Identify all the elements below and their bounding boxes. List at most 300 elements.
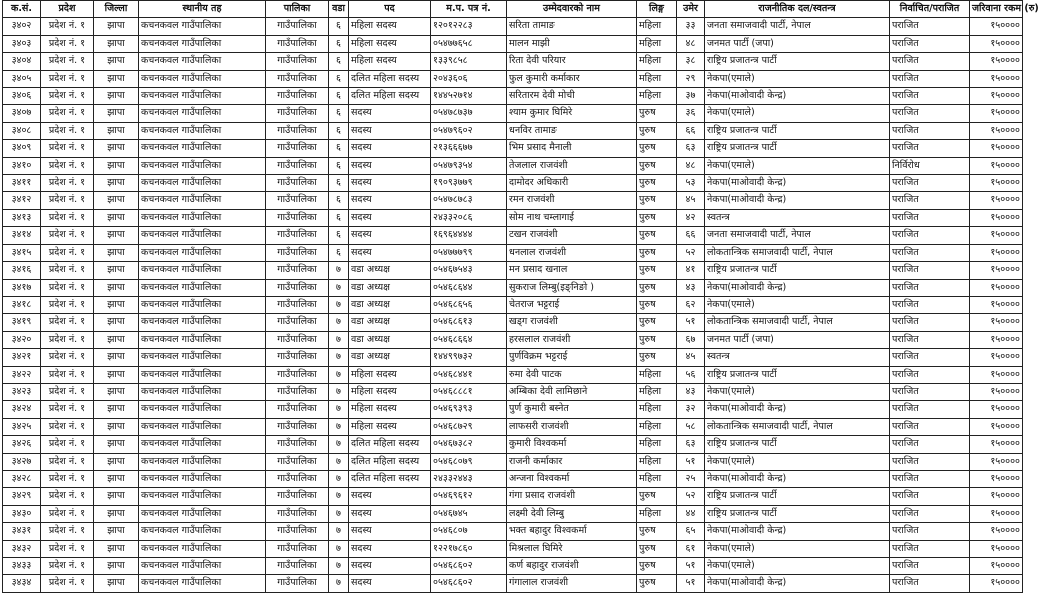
cell-ward: ७ [329, 279, 349, 296]
cell-age: ६१ [677, 540, 705, 557]
cell-result: पराजित [890, 105, 970, 122]
cell-province: प्रदेश नं. १ [41, 331, 94, 348]
cell-age: ६६ [677, 122, 705, 139]
cell-serial: ३४१४ [3, 227, 41, 244]
cell-district: झापा [94, 262, 139, 279]
cell-party: राष्ट्रिय प्रजातन्त्र पार्टी [705, 488, 890, 505]
cell-result: पराजित [890, 262, 970, 279]
cell-party: नेकपा(माओवादी केन्द्र) [705, 175, 890, 192]
cell-gender: पुरुष [637, 575, 677, 592]
cell-district: झापा [94, 122, 139, 139]
table-row [3, 35, 1023, 52]
cell-serial: ३४०३ [3, 35, 41, 52]
cell-age: ३८ [677, 53, 705, 70]
cell-result: पराजित [890, 296, 970, 313]
cell-post: दलित महिला सदस्य [349, 88, 431, 105]
cell-gender: पुरुष [637, 331, 677, 348]
cell-district: झापा [94, 209, 139, 226]
cell-result: पराजित [890, 70, 970, 87]
cell-municipality-type: गाउँपालिका [266, 366, 329, 383]
cell-municipality-type: गाउँपालिका [266, 314, 329, 331]
cell-post: सदस्य [349, 488, 431, 505]
cell-ward: ७ [329, 436, 349, 453]
cell-fine: १५०००० [970, 575, 1023, 592]
cell-gender: पुरुष [637, 314, 677, 331]
cell-voter-id: १९०९३७७९ [431, 175, 507, 192]
cell-party: राष्ट्रिय प्रजातन्त्र पार्टी [705, 505, 890, 522]
col-header-candidate-name: उम्मेदवारको नाम [507, 1, 637, 18]
cell-candidate-name: अम्बिका देवी लामिछाने [507, 383, 637, 400]
cell-ward: ७ [329, 366, 349, 383]
cell-candidate-name: हरसलाल राजवंशी [507, 331, 637, 348]
cell-serial: ३४१८ [3, 296, 41, 313]
cell-local-level: कचनकवल गाउँपालिका [139, 331, 266, 348]
cell-party: नेकपा(एमाले) [705, 157, 890, 174]
cell-voter-id: ०५४६८०७९ [431, 453, 507, 470]
cell-party: नेकपा(एमाले) [705, 296, 890, 313]
cell-municipality-type: गाउँपालिका [266, 558, 329, 575]
cell-age: ४३ [677, 383, 705, 400]
cell-fine: १५०००० [970, 53, 1023, 70]
cell-gender: पुरुष [637, 157, 677, 174]
cell-serial: ३४२९ [3, 488, 41, 505]
cell-ward: ७ [329, 331, 349, 348]
cell-candidate-name: फुल कुमारी कर्माकार [507, 70, 637, 87]
cell-gender: पुरुष [637, 523, 677, 540]
cell-municipality-type: गाउँपालिका [266, 436, 329, 453]
cell-district: झापा [94, 366, 139, 383]
cell-serial: ३४०६ [3, 88, 41, 105]
cell-fine: १५०००० [970, 244, 1023, 261]
cell-gender: पुरुष [637, 192, 677, 209]
cell-district: झापा [94, 192, 139, 209]
cell-result: पराजित [890, 88, 970, 105]
cell-local-level: कचनकवल गाउँपालिका [139, 470, 266, 487]
cell-fine: १५०००० [970, 279, 1023, 296]
cell-post: वडा अध्यक्ष [349, 349, 431, 366]
cell-candidate-name: धनविर तामाङ [507, 122, 637, 139]
cell-serial: ३४०४ [3, 53, 41, 70]
cell-serial: ३४३३ [3, 558, 41, 575]
cell-province: प्रदेश नं. १ [41, 18, 94, 35]
cell-district: झापा [94, 470, 139, 487]
cell-voter-id: ०५४७९६०२ [431, 122, 507, 139]
cell-district: झापा [94, 488, 139, 505]
cell-candidate-name: लक्ष्मी देवी लिम्बु [507, 505, 637, 522]
cell-municipality-type: गाउँपालिका [266, 122, 329, 139]
cell-district: झापा [94, 157, 139, 174]
cell-candidate-name: गंगालाल राजवंशी [507, 575, 637, 592]
cell-post: सदस्य [349, 523, 431, 540]
cell-ward: ६ [329, 244, 349, 261]
cell-province: प्रदेश नं. १ [41, 470, 94, 487]
cell-party: नेकपा(माओवादी केन्द्र) [705, 401, 890, 418]
cell-candidate-name: धनलाल राजवंशी [507, 244, 637, 261]
cell-municipality-type: गाउँपालिका [266, 279, 329, 296]
cell-fine: १५०००० [970, 436, 1023, 453]
cell-post: वडा अध्यक्ष [349, 279, 431, 296]
cell-voter-id: ०५४६९३९३ [431, 401, 507, 418]
cell-age: ४१ [677, 262, 705, 279]
cell-gender: महिला [637, 18, 677, 35]
cell-province: प्रदेश नं. १ [41, 349, 94, 366]
cell-ward: ६ [329, 140, 349, 157]
cell-province: प्रदेश नं. १ [41, 262, 94, 279]
table-row [3, 488, 1023, 505]
cell-post: वडा अध्यक्ष [349, 331, 431, 348]
candidate-table [2, 0, 1039, 593]
cell-serial: ३४०२ [3, 18, 41, 35]
cell-local-level: कचनकवल गाउँपालिका [139, 88, 266, 105]
cell-province: प्रदेश नं. १ [41, 523, 94, 540]
cell-ward: ७ [329, 349, 349, 366]
cell-serial: ३४२० [3, 331, 41, 348]
cell-province: प्रदेश नं. १ [41, 35, 94, 52]
cell-district: झापा [94, 105, 139, 122]
cell-candidate-name: दामोदर अधिकारी [507, 175, 637, 192]
cell-ward: ६ [329, 227, 349, 244]
table-row [3, 418, 1023, 435]
cell-gender: पुरुष [637, 279, 677, 296]
cell-gender: पुरुष [637, 488, 677, 505]
col-header-ward: वडा [329, 1, 349, 18]
cell-post: सदस्य [349, 540, 431, 557]
cell-party: नेकपा(एमाले) [705, 558, 890, 575]
cell-age: ३७ [677, 88, 705, 105]
cell-age: ६३ [677, 140, 705, 157]
cell-result: पराजित [890, 122, 970, 139]
cell-serial: ३४२२ [3, 366, 41, 383]
cell-district: झापा [94, 436, 139, 453]
cell-candidate-name: राजनी कर्माकार [507, 453, 637, 470]
cell-candidate-name: चेतराज भट्टराई [507, 296, 637, 313]
cell-local-level: कचनकवल गाउँपालिका [139, 175, 266, 192]
cell-voter-id: १६९६४४४४ [431, 227, 507, 244]
cell-gender: महिला [637, 383, 677, 400]
cell-district: झापा [94, 558, 139, 575]
cell-local-level: कचनकवल गाउँपालिका [139, 70, 266, 87]
table-row [3, 192, 1023, 209]
cell-serial: ३४१३ [3, 209, 41, 226]
cell-post: महिला सदस्य [349, 401, 431, 418]
cell-province: प्रदेश नं. १ [41, 436, 94, 453]
table-row [3, 262, 1023, 279]
cell-municipality-type: गाउँपालिका [266, 296, 329, 313]
cell-fine: १५०००० [970, 262, 1023, 279]
table-row [3, 383, 1023, 400]
cell-candidate-name: तेजलाल राजवंशी [507, 157, 637, 174]
cell-party: नेकपा(एमाले) [705, 540, 890, 557]
cell-post: सदस्य [349, 575, 431, 592]
cell-result: पराजित [890, 331, 970, 348]
col-header-local-level: स्थानीय तह [139, 1, 266, 18]
cell-post: सदस्य [349, 558, 431, 575]
cell-age: ६६ [677, 227, 705, 244]
cell-serial: ३४०८ [3, 122, 41, 139]
cell-post: सदस्य [349, 227, 431, 244]
cell-municipality-type: गाउँपालिका [266, 575, 329, 592]
col-header-municipality-type: पालिका [266, 1, 329, 18]
cell-voter-id: ०५४७८७८३ [431, 192, 507, 209]
cell-party: नेकपा(माओवादी केन्द्र) [705, 470, 890, 487]
cell-fine: १५०००० [970, 453, 1023, 470]
cell-local-level: कचनकवल गाउँपालिका [139, 18, 266, 35]
col-header-voter-id: म.प. पत्र नं. [431, 1, 507, 18]
cell-candidate-name: अन्जना विश्वकर्मा [507, 470, 637, 487]
cell-post: सदस्य [349, 192, 431, 209]
cell-age: ५६ [677, 366, 705, 383]
cell-voter-id: ०५४७८७३७ [431, 105, 507, 122]
table-row [3, 575, 1023, 592]
header-row [3, 1, 1023, 18]
cell-ward: ७ [329, 296, 349, 313]
cell-gender: पुरुष [637, 209, 677, 226]
cell-ward: ७ [329, 558, 349, 575]
cell-local-level: कचनकवल गाउँपालिका [139, 436, 266, 453]
cell-municipality-type: गाउँपालिका [266, 453, 329, 470]
cell-candidate-name: भक्त बहादुर विश्वकर्मा [507, 523, 637, 540]
cell-province: प्रदेश नं. १ [41, 558, 94, 575]
cell-gender: पुरुष [637, 122, 677, 139]
cell-province: प्रदेश नं. १ [41, 418, 94, 435]
cell-municipality-type: गाउँपालिका [266, 470, 329, 487]
cell-voter-id: ०५४६८७२९ [431, 418, 507, 435]
cell-district: झापा [94, 418, 139, 435]
cell-gender: महिला [637, 366, 677, 383]
cell-candidate-name: पुर्ण कुमारी बस्नेत [507, 401, 637, 418]
cell-age: ६७ [677, 331, 705, 348]
cell-age: ४४ [677, 505, 705, 522]
cell-party: नेकपा(एमाले) [705, 70, 890, 87]
cell-local-level: कचनकवल गाउँपालिका [139, 122, 266, 139]
cell-province: प्रदेश नं. १ [41, 157, 94, 174]
cell-fine: १५०००० [970, 523, 1023, 540]
cell-district: झापा [94, 35, 139, 52]
table-row [3, 244, 1023, 261]
table-row [3, 209, 1023, 226]
table-row [3, 505, 1023, 522]
cell-candidate-name: सरिता तामाङ [507, 18, 637, 35]
cell-age: ४३ [677, 279, 705, 296]
cell-ward: ६ [329, 157, 349, 174]
cell-post: सदस्य [349, 122, 431, 139]
cell-gender: पुरुष [637, 105, 677, 122]
cell-result: पराजित [890, 401, 970, 418]
cell-local-level: कचनकवल गाउँपालिका [139, 105, 266, 122]
cell-voter-id: ०५४६८४४१ [431, 366, 507, 383]
cell-candidate-name: रमन राजवंशी [507, 192, 637, 209]
cell-candidate-name: भिम प्रसाद मैनाली [507, 140, 637, 157]
cell-post: महिला सदस्य [349, 18, 431, 35]
cell-voter-id: ०५४६८६४४ [431, 279, 507, 296]
cell-district: झापा [94, 401, 139, 418]
cell-voter-id: ०५४६८६१३ [431, 314, 507, 331]
table-row [3, 122, 1023, 139]
cell-party: नेकपा(माओवादी केन्द्र) [705, 279, 890, 296]
cell-serial: ३४२५ [3, 418, 41, 435]
cell-local-level: कचनकवल गाउँपालिका [139, 140, 266, 157]
cell-municipality-type: गाउँपालिका [266, 35, 329, 52]
cell-local-level: कचनकवल गाउँपालिका [139, 349, 266, 366]
cell-post: सदस्य [349, 105, 431, 122]
cell-municipality-type: गाउँपालिका [266, 383, 329, 400]
col-header-fine: जरिवाना रकम (रु) [970, 1, 1023, 18]
cell-gender: पुरुष [637, 262, 677, 279]
cell-voter-id: २४३३२०८६ [431, 209, 507, 226]
cell-municipality-type: गाउँपालिका [266, 540, 329, 557]
cell-party: राष्ट्रिय प्रजातन्त्र पार्टी [705, 262, 890, 279]
cell-result: पराजित [890, 209, 970, 226]
cell-result: पराजित [890, 453, 970, 470]
col-header-district: जिल्ला [94, 1, 139, 18]
table-row [3, 314, 1023, 331]
cell-province: प्रदेश नं. १ [41, 209, 94, 226]
col-header-post: पद [349, 1, 431, 18]
cell-candidate-name: सरितारम देवी मोची [507, 88, 637, 105]
table-row [3, 105, 1023, 122]
cell-serial: ३४२३ [3, 383, 41, 400]
cell-municipality-type: गाउँपालिका [266, 331, 329, 348]
cell-post: दलित महिला सदस्य [349, 453, 431, 470]
cell-result: पराजित [890, 383, 970, 400]
cell-fine: १५०००० [970, 140, 1023, 157]
cell-age: ३६ [677, 105, 705, 122]
cell-serial: ३४१९ [3, 314, 41, 331]
cell-party: राष्ट्रिय प्रजातन्त्र पार्टी [705, 122, 890, 139]
cell-result: पराजित [890, 227, 970, 244]
cell-candidate-name: रिता देवी परियार [507, 53, 637, 70]
cell-post: महिला सदस्य [349, 366, 431, 383]
cell-result: पराजित [890, 366, 970, 383]
cell-local-level: कचनकवल गाउँपालिका [139, 192, 266, 209]
cell-province: प्रदेश नं. १ [41, 192, 94, 209]
cell-local-level: कचनकवल गाउँपालिका [139, 453, 266, 470]
cell-gender: महिला [637, 88, 677, 105]
cell-district: झापा [94, 175, 139, 192]
cell-serial: ३४०५ [3, 70, 41, 87]
cell-fine: १५०००० [970, 227, 1023, 244]
cell-local-level: कचनकवल गाउँपालिका [139, 401, 266, 418]
table-row [3, 453, 1023, 470]
cell-province: प्रदेश नं. १ [41, 488, 94, 505]
cell-gender: महिला [637, 453, 677, 470]
cell-result: निर्विरोध [890, 157, 970, 174]
cell-district: झापा [94, 383, 139, 400]
cell-age: ५२ [677, 488, 705, 505]
cell-post: सदस्य [349, 505, 431, 522]
cell-post: सदस्य [349, 140, 431, 157]
cell-post: वडा अध्यक्ष [349, 262, 431, 279]
cell-gender: पुरुष [637, 558, 677, 575]
cell-fine: १५०००० [970, 401, 1023, 418]
cell-serial: ३४२७ [3, 453, 41, 470]
cell-post: वडा अध्यक्ष [349, 296, 431, 313]
cell-result: पराजित [890, 35, 970, 52]
cell-fine: १५०००० [970, 296, 1023, 313]
cell-age: ५१ [677, 314, 705, 331]
cell-local-level: कचनकवल गाउँपालिका [139, 540, 266, 557]
cell-district: झापा [94, 244, 139, 261]
cell-candidate-name: रुमा देवी पाटक [507, 366, 637, 383]
cell-district: झापा [94, 88, 139, 105]
cell-province: प्रदेश नं. १ [41, 540, 94, 557]
cell-result: पराजित [890, 175, 970, 192]
cell-voter-id: ०५४६८६०२ [431, 575, 507, 592]
cell-candidate-name: मालन माझी [507, 35, 637, 52]
cell-serial: ३४३१ [3, 523, 41, 540]
cell-voter-id: ०५४६९६१२ [431, 488, 507, 505]
cell-serial: ३४११ [3, 175, 41, 192]
cell-ward: ७ [329, 453, 349, 470]
cell-post: महिला सदस्य [349, 418, 431, 435]
cell-municipality-type: गाउँपालिका [266, 18, 329, 35]
cell-result: पराजित [890, 418, 970, 435]
cell-serial: ३४२६ [3, 436, 41, 453]
cell-serial: ३४२८ [3, 470, 41, 487]
cell-province: प्रदेश नं. १ [41, 296, 94, 313]
cell-province: प्रदेश नं. १ [41, 244, 94, 261]
cell-serial: ३४३२ [3, 540, 41, 557]
table-row [3, 157, 1023, 174]
cell-gender: महिला [637, 505, 677, 522]
col-header-serial: क.सं. [3, 1, 41, 18]
cell-voter-id: ०५४६८६६४ [431, 331, 507, 348]
cell-candidate-name: सोम नाथ चम्लागाई [507, 209, 637, 226]
cell-fine: १५०००० [970, 331, 1023, 348]
cell-ward: ६ [329, 18, 349, 35]
cell-age: ३३ [677, 18, 705, 35]
cell-result: पराजित [890, 279, 970, 296]
cell-ward: ६ [329, 35, 349, 52]
cell-district: झापा [94, 575, 139, 592]
cell-ward: ७ [329, 523, 349, 540]
cell-province: प्रदेश नं. १ [41, 53, 94, 70]
table-row [3, 227, 1023, 244]
table-row [3, 349, 1023, 366]
cell-voter-id: १४४९९७३२ [431, 349, 507, 366]
cell-candidate-name: लाफसरी राजवंशी [507, 418, 637, 435]
cell-result: पराजित [890, 53, 970, 70]
cell-voter-id: ०५४६७५४३ [431, 262, 507, 279]
cell-fine: १५०००० [970, 209, 1023, 226]
cell-party: राष्ट्रिय प्रजातन्त्र पार्टी [705, 366, 890, 383]
cell-fine: १५०००० [970, 70, 1023, 87]
cell-ward: ७ [329, 540, 349, 557]
cell-voter-id: १२०१२२८३ [431, 18, 507, 35]
table-row [3, 558, 1023, 575]
cell-fine: १५०००० [970, 105, 1023, 122]
cell-district: झापा [94, 505, 139, 522]
cell-party: लोकतान्त्रिक समाजवादी पार्टी, नेपाल [705, 314, 890, 331]
cell-fine: १५०००० [970, 18, 1023, 35]
cell-fine: १५०००० [970, 175, 1023, 192]
cell-voter-id: ०५४६८८८१ [431, 383, 507, 400]
cell-result: पराजित [890, 575, 970, 592]
cell-party: नेकपा(एमाले) [705, 383, 890, 400]
cell-fine: १५०००० [970, 488, 1023, 505]
table-row [3, 523, 1023, 540]
cell-age: ५२ [677, 244, 705, 261]
cell-voter-id: २१३६६६७७ [431, 140, 507, 157]
table-row [3, 18, 1023, 35]
cell-municipality-type: गाउँपालिका [266, 140, 329, 157]
cell-local-level: कचनकवल गाउँपालिका [139, 227, 266, 244]
cell-voter-id: ०५४७७६५८ [431, 35, 507, 52]
cell-serial: ३४२१ [3, 349, 41, 366]
cell-voter-id: १३३९८५८ [431, 53, 507, 70]
cell-municipality-type: गाउँपालिका [266, 53, 329, 70]
cell-local-level: कचनकवल गाउँपालिका [139, 35, 266, 52]
